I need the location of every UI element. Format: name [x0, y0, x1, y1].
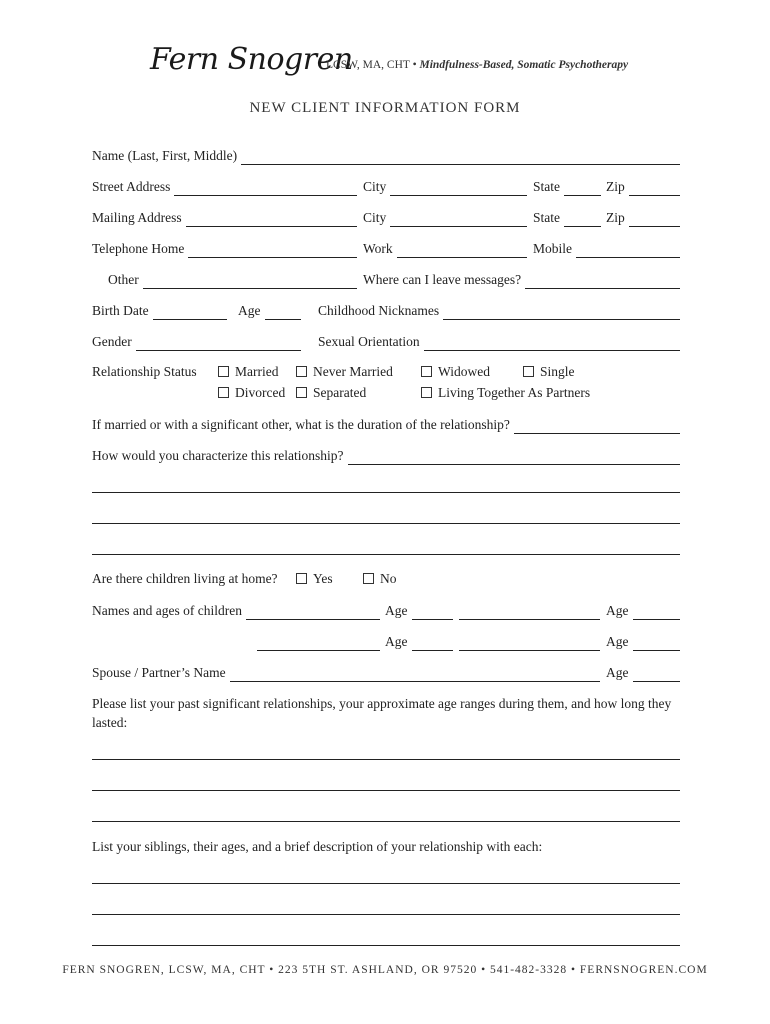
age-label: Age — [385, 634, 408, 649]
logo: Fern Snogren — [150, 42, 353, 77]
duration-line[interactable] — [514, 419, 680, 434]
form-title: NEW CLIENT INFORMATION FORM — [249, 100, 521, 116]
nicknames-field[interactable] — [318, 300, 680, 320]
work-field[interactable] — [363, 238, 527, 258]
tel-home-field[interactable] — [92, 238, 357, 258]
birth-row — [92, 300, 680, 320]
child-2-age-line[interactable] — [633, 605, 681, 620]
messages-label: Where can I leave messages? — [363, 272, 522, 287]
checkbox-separated[interactable] — [296, 387, 307, 398]
spouse-age-field[interactable] — [606, 662, 680, 682]
option-yes-label: Yes — [313, 571, 333, 586]
orientation-label: Sexual Orientation — [318, 334, 420, 349]
option-separated-label: Separated — [313, 385, 367, 400]
child-4-name-line[interactable] — [459, 636, 600, 651]
option-widowed[interactable] — [421, 364, 490, 380]
state-label: State — [533, 210, 560, 225]
messages-field[interactable] — [363, 269, 680, 289]
relationship-status-label: Relationship Status — [92, 364, 197, 379]
children-names-row-2 — [92, 631, 680, 651]
characterize-label: How would you characterize this relationship? — [92, 448, 344, 463]
checkbox-single[interactable] — [523, 366, 534, 377]
duration-label: If married or with a significant other, what is the duration of the relationship? — [92, 417, 510, 432]
option-married-label: Married — [235, 364, 279, 379]
checkbox-yes[interactable] — [296, 573, 307, 584]
option-living-together-label: Living Together As Partners — [438, 385, 591, 400]
characterize-line-3[interactable] — [92, 523, 680, 524]
past-relationships-line-2[interactable] — [92, 790, 680, 791]
orientation-line[interactable] — [424, 336, 680, 351]
option-divorced[interactable] — [218, 385, 285, 401]
tagline: Mindfulness-Based, Somatic Psychotherapy — [419, 59, 629, 71]
option-single[interactable] — [523, 364, 575, 380]
spouse-field[interactable] — [92, 662, 600, 682]
orientation-field[interactable] — [318, 331, 680, 351]
street-row — [92, 176, 680, 196]
name-field[interactable] — [92, 145, 680, 165]
zip-label: Zip — [606, 210, 625, 225]
checkbox-never-married[interactable] — [296, 366, 307, 377]
child-2-name-field[interactable] — [459, 600, 600, 620]
checkbox-no[interactable] — [363, 573, 374, 584]
past-relationships-line-1[interactable] — [92, 759, 680, 760]
mailing-zip-field[interactable] — [606, 207, 680, 227]
zip-label: Zip — [606, 179, 625, 194]
footer-address: FERN SNOGREN, LCSW, MA, CHT • 223 5TH ST. ASHLAND, OR 97520 • 541-482-3328 • FERNSNOGREN.COM — [62, 964, 708, 976]
age-label: Age — [606, 665, 629, 680]
birth-date-label: Birth Date — [92, 303, 149, 318]
option-married[interactable] — [218, 364, 278, 380]
option-no-label: No — [380, 571, 397, 586]
mailing-state-field[interactable] — [533, 207, 601, 227]
tel-home-line[interactable] — [188, 243, 357, 258]
siblings-line-1[interactable] — [92, 883, 680, 884]
birth-date-line[interactable] — [153, 305, 227, 320]
work-line[interactable] — [397, 243, 527, 258]
duration-row — [92, 414, 680, 434]
zip-field[interactable] — [606, 176, 680, 196]
option-never-married[interactable] — [296, 364, 393, 380]
gender-label: Gender — [92, 334, 132, 349]
street-label: Street Address — [92, 179, 171, 194]
child-4-age-line[interactable] — [633, 636, 681, 651]
state-line[interactable] — [564, 181, 601, 196]
mailing-zip-line[interactable] — [629, 212, 680, 227]
gender-row — [92, 331, 680, 351]
other-row — [92, 269, 680, 289]
child-2-name-line[interactable] — [459, 605, 600, 620]
mailing-state-line[interactable] — [564, 212, 601, 227]
spouse-age-line[interactable] — [633, 667, 681, 682]
child-3-age-line[interactable] — [412, 636, 454, 651]
zip-line[interactable] — [629, 181, 680, 196]
mailing-city-line[interactable] — [390, 212, 527, 227]
child-1-age-line[interactable] — [412, 605, 454, 620]
option-no[interactable] — [363, 571, 397, 587]
age-field[interactable] — [238, 300, 301, 320]
child-4-age-field[interactable] — [606, 631, 680, 651]
characterize-line[interactable] — [348, 450, 680, 465]
mailing-field[interactable] — [92, 207, 357, 227]
age-label: Age — [385, 603, 408, 618]
children-names-label: Names and ages of children — [92, 603, 242, 618]
checkbox-living-together[interactable] — [421, 387, 432, 398]
gender-field[interactable] — [92, 331, 301, 351]
nicknames-line[interactable] — [443, 305, 680, 320]
past-relationships-question: Please list your past significant relationships, your approximate age ranges during them, and how long they lasted: — [92, 696, 672, 730]
option-widowed-label: Widowed — [438, 364, 490, 379]
state-field[interactable] — [533, 176, 601, 196]
spouse-line[interactable] — [230, 667, 600, 682]
age-label: Age — [606, 603, 629, 618]
checkbox-married[interactable] — [218, 366, 229, 377]
street-field[interactable] — [92, 176, 357, 196]
messages-line[interactable] — [525, 274, 680, 289]
letterhead — [150, 40, 710, 90]
characterize-row — [92, 445, 680, 465]
children-home-row — [92, 569, 680, 589]
child-1-name-field[interactable] — [92, 600, 380, 620]
other-field[interactable] — [108, 269, 357, 289]
other-label: Other — [108, 272, 139, 287]
tel-home-label: Telephone Home — [92, 241, 185, 256]
child-3-name-field[interactable] — [257, 631, 380, 651]
street-line[interactable] — [174, 181, 357, 196]
characterize-line-4[interactable] — [92, 554, 680, 555]
duration-field[interactable] — [92, 414, 680, 434]
child-2-age-field[interactable] — [606, 600, 680, 620]
mobile-field[interactable] — [533, 238, 680, 258]
credentials — [326, 59, 628, 71]
gender-line[interactable] — [136, 336, 301, 351]
age-label: Age — [238, 303, 261, 318]
child-3-name-line[interactable] — [257, 636, 380, 651]
mailing-line[interactable] — [186, 212, 357, 227]
child-3-age-field[interactable] — [385, 631, 453, 651]
option-never-married-label: Never Married — [313, 364, 393, 379]
state-label: State — [533, 179, 560, 194]
characterize-field[interactable] — [92, 445, 680, 465]
spouse-label: Spouse / Partner’s Name — [92, 665, 226, 680]
child-1-age-field[interactable] — [385, 600, 453, 620]
siblings-question: List your siblings, their ages, and a brief description of your relationship with each: — [92, 839, 543, 854]
mobile-label: Mobile — [533, 241, 572, 256]
option-single-label: Single — [540, 364, 575, 379]
city-label: City — [363, 179, 387, 194]
nicknames-label: Childhood Nicknames — [318, 303, 440, 318]
children-home-label: Are there children living at home? — [92, 571, 278, 586]
children-names-row — [92, 600, 680, 620]
child-4-name-field[interactable] — [459, 631, 600, 651]
past-relationships-line-3[interactable] — [92, 821, 680, 822]
age-label: Age — [606, 634, 629, 649]
city-line[interactable] — [390, 181, 527, 196]
characterize-line-2[interactable] — [92, 492, 680, 493]
mailing-row — [92, 207, 680, 227]
mobile-line[interactable] — [576, 243, 680, 258]
mailing-label: Mailing Address — [92, 210, 182, 225]
name-label: Name (Last, First, Middle) — [92, 148, 238, 163]
age-line[interactable] — [265, 305, 302, 320]
other-line[interactable] — [143, 274, 357, 289]
mailing-city-field[interactable] — [363, 207, 527, 227]
birth-date-field[interactable] — [92, 300, 227, 320]
siblings-line-3[interactable] — [92, 945, 680, 946]
option-living-together[interactable] — [421, 385, 590, 401]
relationship-status-row — [92, 362, 680, 406]
city-field[interactable] — [363, 176, 527, 196]
option-separated[interactable] — [296, 385, 366, 401]
city-label: City — [363, 210, 387, 225]
telephone-row — [92, 238, 680, 258]
credentials-text: LCSW, MA, CHT • — [326, 59, 417, 71]
child-1-name-line[interactable] — [246, 605, 380, 620]
option-divorced-label: Divorced — [235, 385, 286, 400]
checkbox-widowed[interactable] — [421, 366, 432, 377]
checkbox-divorced[interactable] — [218, 387, 229, 398]
work-label: Work — [363, 241, 393, 256]
siblings-line-2[interactable] — [92, 914, 680, 915]
spouse-row — [92, 662, 680, 682]
name-row — [92, 145, 680, 165]
name-line[interactable] — [241, 150, 680, 165]
option-yes[interactable] — [296, 571, 333, 587]
